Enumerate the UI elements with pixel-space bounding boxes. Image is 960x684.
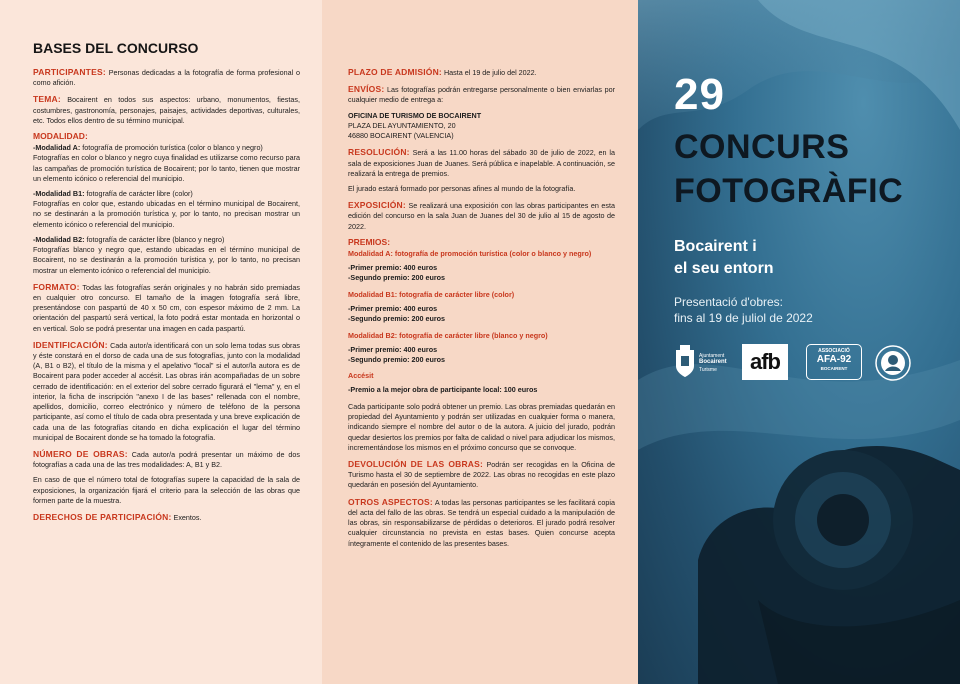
camera-silhouette — [698, 446, 960, 684]
derechos-paragraph — [33, 511, 300, 523]
premios-text: Cada participante solo podrá obtener un premio. Las obras premiadas quedarán en propiedad del Ayuntamiento y podrán ser utilizadas en cualquier forma o manera, indicando siempre el nombre del autor o de la autora. A juicio del jurado, podrán quedar desiertos los premios por falta de calidad o nivel para adjudicar los mismos, incrementándose los mismos en el próximo concurso que se convoque. — [348, 401, 615, 452]
address-line-2: PLAZA DEL AYUNTAMIENTO, 20 — [348, 120, 456, 130]
afa92-line-3: BOCAIRENT — [820, 366, 848, 371]
premio-a-segundo: -Segundo premio: 200 euros — [348, 273, 446, 283]
seal-icon — [874, 344, 912, 382]
exposicion-paragraph — [348, 199, 615, 232]
afa92-logo — [806, 344, 862, 380]
bases-column-1 — [0, 0, 322, 684]
premio-b2-segundo: -Segundo premio: 200 euros — [348, 355, 446, 365]
address-line-1: OFICINA DE TURISMO DE BOCAIRENT — [348, 110, 482, 120]
modalidad-b1-label: -Modalidad B1: — [33, 188, 85, 198]
cover-title-line-1: CONCURS — [674, 128, 850, 166]
ajuntament-line-2: Bocairent — [699, 359, 727, 366]
resolucion-paragraph-2: El jurado estará formado por personas afines al mundo de la fotografía. — [348, 183, 576, 193]
participantes-paragraph — [33, 66, 300, 88]
tema-paragraph — [33, 93, 300, 126]
envios-text: Las fotografías podrán entregarse personalmente o bien enviarlas por cualquier medio de entrega a: — [348, 85, 616, 105]
identificacion-text: Cada autor/a identificará con un solo lema todas sus obras y éste constará en el dorso de cada una de sus fotografías, junto con la modalidad (A, B1 o B2), el título de la misma y el apelativo "local" si el autor/la autora es de Bocairent para poder acceder al accésit. Las obras irán acompañadas de un sobre cerrado de identificación: en el exterior del sobre cerrado figurará el "lema" y, en el interior, la ficha de inscripción "anexo I de las bases" rellenada con el nombre, apellidos, domicilio, correo electrónico y número de teléfono de la persona participante, así como el título de cada obra presentada y una breve explicación de cada una de las fotografías citando en dicha explicación el lugar del término municipal de Bocairent donde se ha tomado la fotografía. — [33, 340, 300, 442]
premios-b1-title: Modalidad B1: fotografía de carácter libre (color) — [348, 289, 515, 299]
identificacion-key: IDENTIFICACIÓN: — [33, 339, 108, 350]
exposicion-key: EXPOSICIÓN: — [348, 200, 406, 211]
modalidad-a-paragraph — [33, 143, 300, 184]
presentation-line-2: fins al 19 de juliol de 2022 — [674, 311, 813, 326]
modalidad-a-label: -Modalidad A: — [33, 143, 81, 153]
envios-key: ENVÍOS: — [348, 84, 385, 95]
premio-b1-segundo: -Segundo premio: 200 euros — [348, 314, 446, 324]
premios-b1-list — [348, 304, 615, 325]
presentation-info — [674, 294, 813, 326]
envios-paragraph — [348, 83, 615, 105]
participantes-text: Personas dedicadas a la fotografía de forma profesional o como afición. — [33, 68, 300, 88]
accesit-premio: -Premio a la mejor obra de participante local: 100 euros — [348, 385, 538, 395]
premios-key: PREMIOS: — [348, 236, 391, 247]
ajuntament-line-1: Ajuntament — [699, 353, 725, 359]
participantes-key: PARTICIPANTES: — [33, 67, 106, 77]
modalidad-b2-text: Fotografías blanco y negro que, estando ubicadas en el término municipal de Bocairent, no se destinarán a la promoción turística y, por lo tanto, no precisan mostrar un elemento icónico o referencial del municipio. — [33, 245, 300, 275]
otros-key: OTROS ASPECTOS: — [348, 496, 433, 507]
tema-key: TEMA: — [33, 94, 61, 105]
plazo-paragraph — [348, 66, 615, 78]
devolucion-paragraph — [348, 458, 615, 491]
bases-column-2 — [322, 0, 638, 684]
plazo-text: Hasta el 19 de julio del 2022. — [443, 68, 537, 77]
resolucion-paragraph — [348, 146, 615, 179]
cover-subtitle — [674, 236, 774, 279]
premio-a-primer: -Primer premio: 400 euros — [348, 262, 438, 272]
otros-paragraph — [348, 496, 615, 549]
edition-number: 29 — [674, 70, 725, 119]
afb-logo-text: afb — [750, 349, 780, 374]
accesit-list — [348, 385, 615, 395]
afa92-line-1: ASSOCIACIÓ — [818, 348, 850, 354]
numero-key: NÚMERO DE OBRAS: — [33, 449, 128, 459]
premios-b2-list — [348, 345, 615, 366]
tema-text: Bocairent en todos sus aspectos: urbano, monumentos, fiestas, costumbres, gastronomía, personajes, paisajes, actividades deportivas, culturales, etc. Todos ellos dentro de su término municipal. — [33, 95, 300, 125]
modalidad-b2-paragraph — [33, 235, 300, 276]
identificacion-paragraph — [33, 339, 300, 443]
modalidad-a-line: fotografía de promoción turística (color o blanco y negro) — [82, 143, 263, 153]
premio-b1-primer: -Primer premio: 400 euros — [348, 303, 438, 313]
ajuntament-logo — [674, 344, 734, 380]
ajuntament-line-3: Turisme — [699, 366, 717, 373]
modalidad-a-text: Fotografías en color o blanco y negro cuya finalidad es utilizarse como recurso para las campañas de promoción turística de Bocairent; por lo tanto, tienen que mostrar un elemento icónico o referencial del municipio. — [33, 153, 300, 183]
coat-of-arms-icon — [674, 344, 696, 378]
devolucion-key: DEVOLUCIÓN DE LAS OBRAS: — [348, 459, 484, 469]
devolucion-text: Podrán ser recogidas en la Oficina de Turismo hasta el 30 de septiembre de 2022. Las obras no recogidas en este plazo quedarán en posesión del Ayuntamiento. — [348, 460, 616, 490]
formato-key: FORMATO: — [33, 281, 80, 292]
cover-subtitle-line-2: el seu entorn — [674, 259, 774, 277]
afb-logo — [742, 344, 788, 380]
numero-text: Cada autor/a podrá presentar un máximo de dos fotografías a cada una de las tres modalidades: A, B1 y B2. — [33, 450, 300, 470]
premios-a-list — [348, 263, 615, 284]
premio-b2-primer: -Primer premio: 400 euros — [348, 344, 438, 354]
envios-address — [348, 111, 615, 142]
modalidad-b2-line: fotografía de carácter libre (blanco y negro) — [86, 234, 225, 244]
otros-text: A todas las personas participantes se les facilitará copia del acta del fallo de las obras. Se tendrá un especial cuidado a la manipulación de las obras, sin responsabilizarse de pérdidas o deterioros. El jurado podrá resolver cualquier circunstancia no prevista en estas bases. Quien concurse acepta íntegramente el contenido de las presentes bases. — [348, 497, 615, 548]
bases-title: BASES DEL CONCURSO — [33, 40, 199, 56]
plazo-key: PLAZO DE ADMISIÓN: — [348, 67, 442, 77]
cover-subtitle-line-1: Bocairent i — [674, 238, 757, 255]
formato-paragraph — [33, 281, 300, 334]
accesit-title: Accésit — [348, 371, 374, 381]
exposicion-text: Se realizará una exposición con las obras participantes en esta edición del concurso en la sala Juan de Juanes del 30 de julio al 15 de agosto de 2022. — [348, 201, 616, 231]
modalidad-b1-text: Fotografías en color que, estando ubicadas en el término municipal de Bocairent, no se destinarán a la promoción turística y, por lo tanto, no precisan mostrar un elemento icónico o referencial del municipio. — [33, 199, 300, 229]
premios-b2-title: Modalidad B2: fotografía de carácter libre (blanco y negro) — [348, 330, 548, 340]
cover-title-line-2: FOTOGRÀFIC — [674, 172, 904, 210]
modalidad-b2-label: -Modalidad B2: — [33, 234, 85, 244]
numero-paragraph-2: En caso de que el número total de fotografías supere la capacidad de la sala de exposiciones, la organización fijará el criterio para la selección de las obras que formen parte de la muestra. — [33, 475, 300, 505]
modalidad-b1-line: fotografía de carácter libre (color) — [86, 188, 193, 198]
formato-text: Todas las fotografías serán originales y no habrán sido premiadas en cualquier otro concurso. El tamaño de la imagen fotografía será libre, presentándose con paspartú de 40 x 50 cm, con espesor máximo de 2 mm. La orientación del paspartú será vertical, la foto podrá estar montada en horizontal o en vertical. Solo se podrá presentar una imagen en cada paspartú. — [33, 282, 300, 333]
afa92-line-2: AFA-92 — [816, 354, 852, 365]
modalidad-b1-paragraph — [33, 189, 300, 230]
premios-a-title: Modalidad A: fotografía de promoción turística (color o blanco y negro) — [348, 248, 592, 258]
resolucion-text: Será a las 11.00 horas del sábado 30 de julio de 2022, en la sala de exposiciones Juan de Juanes. Será pública e inapelable. A continuación, se realizará la entrega de premios. — [348, 148, 615, 178]
numero-paragraph — [33, 448, 300, 470]
address-line-3: 46880 BOCAIRENT (VALENCIA) — [348, 131, 454, 141]
derechos-key: DERECHOS DE PARTICIPACIÓN: — [33, 512, 172, 523]
circular-seal-logo — [874, 344, 914, 380]
cover-panel — [638, 0, 960, 684]
presentation-line-1: Presentació d'obres: — [674, 295, 784, 309]
sponsor-logos — [674, 344, 934, 384]
derechos-text: Exentos. — [173, 513, 202, 523]
modalidad-key: MODALIDAD: — [33, 131, 88, 142]
resolucion-key: RESOLUCIÓN: — [348, 147, 410, 158]
